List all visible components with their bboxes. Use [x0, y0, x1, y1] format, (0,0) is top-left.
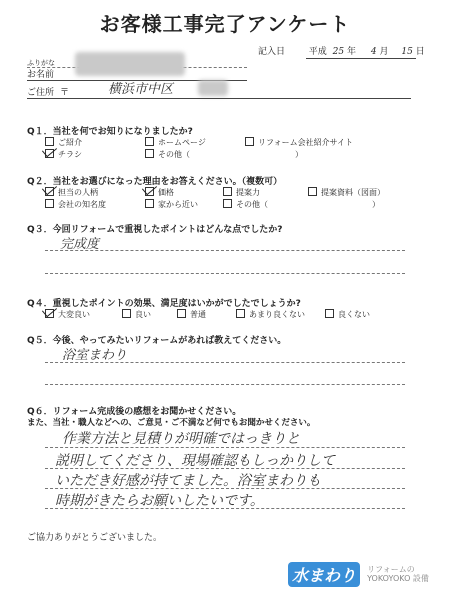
q1-other-close: ）	[295, 150, 303, 159]
q6-line-4	[45, 508, 405, 509]
checkbox[interactable]	[145, 149, 154, 158]
q5-answer[interactable]: 浴室まわり	[62, 348, 128, 363]
q6-answer-line-3[interactable]: いただき好感が持てました。浴室まわりも	[55, 473, 321, 489]
day-unit: 日	[415, 47, 425, 57]
name-redacted	[75, 52, 185, 76]
era: 平成	[308, 47, 327, 57]
logo-line-2: YOKOYOKO 設備	[367, 573, 429, 583]
checkbox[interactable]	[122, 309, 131, 318]
year-value[interactable]: 25	[332, 47, 345, 57]
q5-label: Q５．今後、やってみたいリフォームがあれば教えてください。	[27, 336, 287, 346]
q2-option-person[interactable]: 担当の人柄	[45, 187, 98, 198]
q2-option-price[interactable]: 価格	[145, 187, 174, 198]
name-label: お名前	[27, 70, 55, 80]
q1-label: Q１．当社を何でお知りになりましたか?	[27, 127, 193, 137]
q3-line-1	[45, 250, 405, 251]
checkbox-checked[interactable]	[45, 149, 54, 158]
checkbox[interactable]	[325, 309, 334, 318]
address-label: ご住所	[27, 88, 55, 98]
checkbox-checked[interactable]	[145, 187, 154, 196]
postal-mark: 〒	[60, 88, 70, 98]
date-underline	[306, 58, 416, 59]
thanks-text: ご協力ありがとうございました。	[27, 533, 163, 543]
q4-option-average[interactable]: 普通	[177, 309, 206, 320]
q3-label: Q３．今回リフォームで重視したポイントはどんな点でしたか?	[27, 225, 283, 235]
checkbox[interactable]	[177, 309, 186, 318]
q4-option-very-good[interactable]: 大変良い	[45, 309, 90, 320]
company-logo	[288, 562, 429, 587]
address-redacted	[198, 80, 228, 96]
q2-option-nearby[interactable]: 家から近い	[145, 199, 198, 210]
checkbox[interactable]	[145, 199, 154, 208]
q1-option-referral-site[interactable]: リフォーム会社紹介サイト	[245, 137, 353, 148]
q3-line-2	[45, 273, 405, 274]
logo-text	[367, 566, 429, 584]
q1-option-referral[interactable]: ご紹介	[45, 137, 82, 148]
year-unit: 年	[346, 47, 356, 57]
checkbox[interactable]	[223, 187, 232, 196]
month-unit: 月	[379, 47, 389, 57]
date-label: 記入日	[258, 47, 286, 57]
q4-label: Q４．重視したポイントの効果、満足度はいかがでしたでしょうか?	[27, 299, 301, 309]
checkbox-checked[interactable]	[45, 187, 54, 196]
logo-mark: 水まわり	[288, 562, 360, 587]
q2-label: Q２．当社をお選びになった理由をお答えください。（複数可）	[27, 177, 283, 187]
q2-option-reputation[interactable]: 会社の知名度	[45, 199, 106, 210]
checkbox[interactable]	[236, 309, 245, 318]
furigana-label: ふりがな	[27, 59, 55, 67]
q1-option-flyer[interactable]: チラシ	[45, 149, 82, 160]
q1-option-other[interactable]: その他（	[145, 149, 190, 160]
address-value[interactable]: 横浜市中区	[108, 82, 174, 97]
q6-label-line2: また、当社・職人などへの、ご意見・ご不満など何でもお聞かせください。	[27, 418, 316, 428]
checkbox[interactable]	[145, 137, 154, 146]
checkbox[interactable]	[308, 187, 317, 196]
q6-line-1	[45, 447, 405, 448]
day-value[interactable]: 15	[401, 47, 413, 57]
checkbox[interactable]	[245, 137, 254, 146]
q4-option-not-so-good[interactable]: あまり良くない	[236, 309, 305, 320]
q5-line-1	[45, 362, 405, 363]
date-row	[258, 44, 425, 57]
q1-option-homepage[interactable]: ホームページ	[145, 137, 206, 148]
logo-line-1: リフォームの	[367, 564, 415, 574]
checkbox-checked[interactable]	[45, 309, 54, 318]
q2-option-proposal[interactable]: 提案力	[223, 187, 260, 198]
checkbox[interactable]	[223, 199, 232, 208]
q6-label-line1: Q６．リフォーム完成後の感想をお聞かせください。	[27, 407, 242, 417]
q4-option-bad[interactable]: 良くない	[325, 309, 370, 320]
q3-answer[interactable]: 完成度	[60, 237, 100, 252]
page-title: お客様工事完了アンケート	[99, 12, 351, 36]
q6-answer-line-2[interactable]: 説明してくださり、現場確認もしっかりして	[55, 453, 335, 469]
q6-line-3	[45, 488, 405, 489]
checkbox[interactable]	[45, 199, 54, 208]
q6-answer-line-1[interactable]: 作業方法と見積りが明確ではっきりと	[62, 431, 300, 447]
month-value[interactable]: 4	[370, 47, 377, 57]
q4-option-good[interactable]: 良い	[122, 309, 151, 320]
q6-line-2	[45, 468, 405, 469]
q2-option-other[interactable]: その他（	[223, 199, 268, 210]
q6-answer-line-4[interactable]: 時期がきたらお願いしたいです。	[55, 493, 264, 509]
q5-line-2	[45, 384, 405, 385]
address-underline	[27, 98, 411, 99]
q2-other-close: ）	[372, 200, 380, 209]
q2-option-documents[interactable]: 提案資料（図面）	[308, 187, 385, 198]
